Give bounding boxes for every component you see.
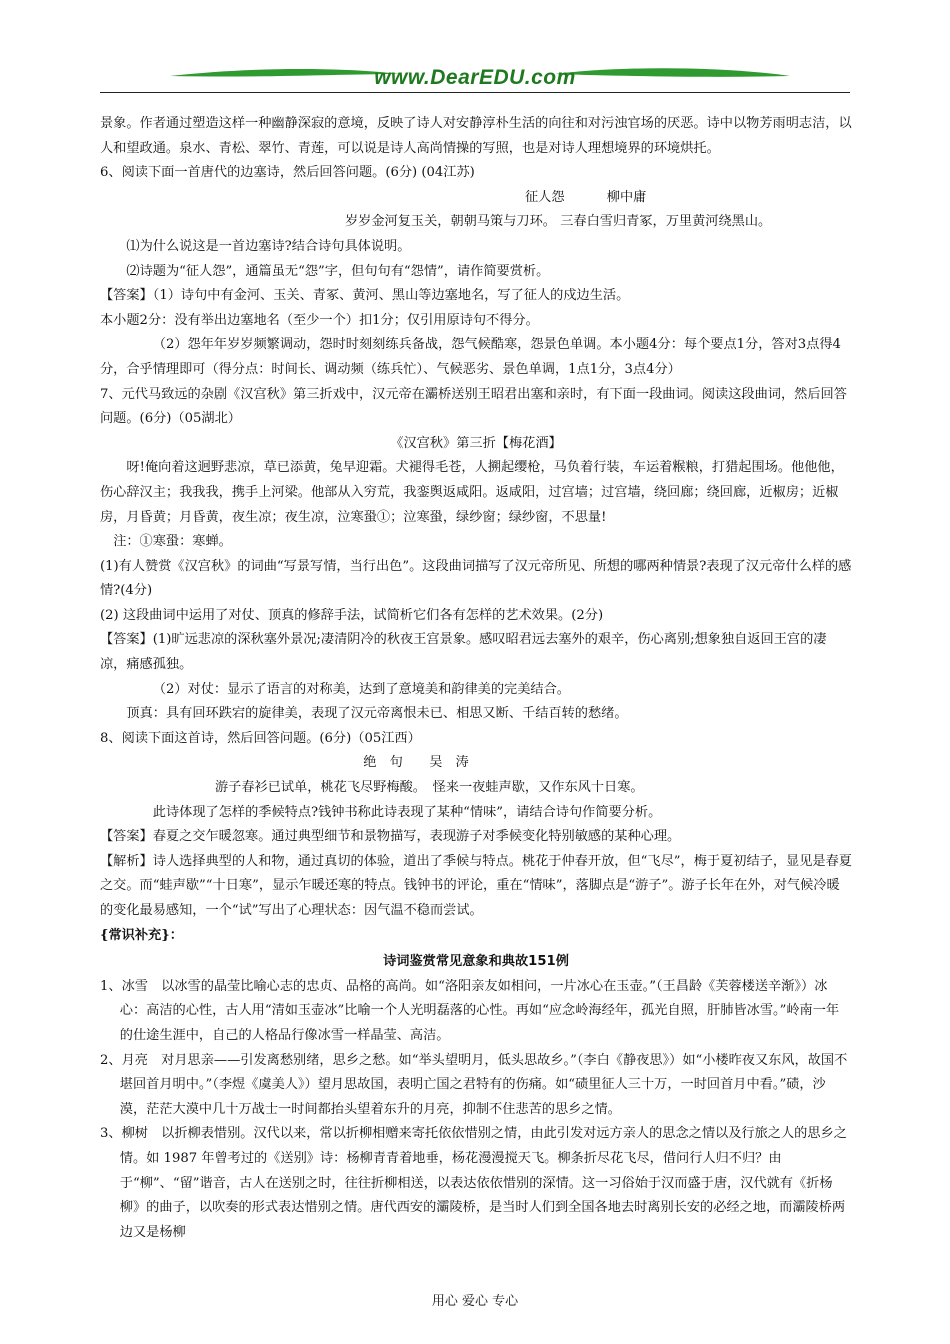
- q6-answer-1-score: 本小题2分：没有举出边塞地名（至少一个）扣1分；仅引用原诗句不得分。: [100, 312, 539, 328]
- supplement-item-willow: 3、柳树 以折柳表惜别。汉代以来，常以折柳相赠来寄托依依惜别之情，由此引发对远方亲人的思念之情以及行旅之人的思乡之情。如 1987 年曾考过的《送别》诗：杨柳青青着地垂，杨花漫漫搅天飞。柳条折尽花飞尽，借问行人归不归？由于“柳”、“留”谐音，古人在送别之时，往往折柳相送，以表达依依惜别的深情。这一习俗始于汉而盛于唐，汉代就有《折杨柳》的曲子，以吹奏的形式表达惜别之情。唐代西安的灞陵桥，是当时人们到全国各地去时离别长安的必经之地，而灞陵桥两边又是杨柳: [100, 1126, 847, 1240]
- q7-subquestion-2: (2) 这段曲词中运用了对仗、顶真的修辞手法，试简析它们各有怎样的艺术效果。(2分): [100, 607, 604, 623]
- header-divider: [100, 92, 850, 93]
- supplement-item-moon: 2、月亮 对月思亲——引发离愁别绪，思乡之愁。如“举头望明月，低头思故乡。”（李白《静夜思》）如“小楼昨夜又东风，故国不堪回首月明中。”（李煜《虞美人》）望月思故国，表明亡国之君特有的伤痛。如“碛里征人三十万，一时回首月中看。”碛，沙漠，茫茫大漠中几十万战士一时间都抬头望着东升的月亮，抑制不住悲苦的思乡之情。: [100, 1052, 848, 1117]
- site-logo-text: www.DearEDU.com: [374, 66, 576, 89]
- q8-poem-heading: [100, 751, 852, 776]
- q8-answer: 【答案】春夏之交乍暖忽寒。通过典型细节和景物描写，表现游子对季候变化特别敏感的某种心理。: [100, 829, 681, 845]
- q6-answer-2: （2）怨年年岁岁频繁调动，怨时时刻刻练兵备战，怨气候酷寒，怨景色单调。本小题4分：每个要点1分，答对3点得4分，合乎情理即可（得分点：时间长、调动频（练兵忙）、气候恶劣、景色单调，1点1分，3点4分）: [100, 337, 841, 377]
- q8-analysis: 【解析】诗人选择典型的人和物，通过真切的体验，道出了季候与特点。桃花于仲春开放，但“飞尽”，梅于夏初结子，显见是春夏之交。而“蛙声歇”“十日寒”，显示乍暖还寒的特点。钱钟书的评论，重在“情味”，落脚点是“游子”。游子长年在外，对气候冷暖的变化最易感知，一个“试”写出了心理状态：因气温不稳而尝试。: [100, 853, 852, 918]
- q8-poem-title: 绝 句: [363, 755, 403, 771]
- document-body: [100, 112, 852, 1245]
- supplement-label: {常识补充}：: [100, 927, 183, 943]
- q7-title: 《汉宫秋》第三折【梅花酒】: [390, 435, 562, 451]
- q6-subquestion-2: ⑵诗题为“征人怨”，通篇虽无“怨”字，但句句有“怨情”，请作简要赏析。: [126, 263, 550, 279]
- supplement-heading: 诗词鉴赏常见意象和典故151例: [383, 954, 569, 970]
- q7-answer-2: （2）对仗：显示了语言的对称美，达到了意境美和韵律美的完美结合。: [152, 681, 570, 697]
- q6-poem-text: 岁岁金河复玉关，朝朝马策与刀环。 三春白雪归青冢，万里黄河绕黑山。: [345, 214, 772, 230]
- supplement-item-ice-snow: 1、冰雪 以冰雪的晶莹比喻心志的忠贞、品格的高尚。如“洛阳亲友如相问，一片冰心在玉壶。”（王昌龄《芙蓉楼送辛渐》）冰心：高洁的心性，古人用“清如玉壶冰”比喻一个人光明磊落的心性。再如“应念岭海经年，孤光自照，肝肺皆冰雪。”岭南一年的仕途生涯中，自己的人格品行像冰雪一样晶莹、高洁。: [100, 978, 840, 1043]
- q6-poem-title: 征人怨: [525, 189, 565, 205]
- q8-poem-text: 游子春衫已试单，桃花飞尽野梅酸。 怪来一夜蛙声歇，又作东风十日寒。: [215, 780, 644, 796]
- q6-subquestion-1: ⑴为什么说这是一首边塞诗?结合诗句具体说明。: [126, 238, 411, 254]
- question-8-intro: 8、阅读下面这首诗，然后回答问题。(6分)（05江西）: [100, 730, 421, 746]
- paragraph-continuation: 景象。作者通过塑造这样一种幽静深寂的意境，反映了诗人对安静淳朴生活的向往和对污浊官场的厌恶。诗中以物芳雨明志洁，以人和望政通。泉水、青松、翠竹、青莲，可以说是诗人高尚情操的写照，也是对诗人理想境界的环境烘托。: [100, 116, 852, 156]
- q8-question: 此诗体现了怎样的季候特点?钱钟书称此诗表现了某种“情味”，请结合诗句作简要分析。: [152, 804, 662, 820]
- q6-poem-heading: [100, 186, 852, 211]
- q6-answer-1: 【答案】（1）诗句中有金河、玉关、青冢、黄河、黑山等边塞地名，写了征人的戍边生活。: [100, 288, 630, 304]
- q7-answer-3: 顶真：具有回环跌宕的旋律美，表现了汉元帝离恨未已、相思又断、千结百转的愁绪。: [126, 706, 628, 722]
- q7-note: 注：①寒蛩：寒蝉。: [113, 534, 232, 550]
- question-7-intro: 7、元代马致远的杂剧《汉宫秋》第三折戏中，汉元帝在灞桥送别王昭君出塞和亲时，有下面一段曲词。阅读这段曲词，然后回答问题。(6分)（05湖北）: [100, 386, 847, 427]
- q7-subquestion-1: (1)有人赞赏《汉宫秋》的词曲“写景写情，当行出色”。这段曲词描写了汉元帝所见、所想的哪两种情景?表现了汉元帝什么样的感情?(4分): [100, 558, 852, 599]
- question-6-intro: 6、阅读下面一首唐代的边塞诗，然后回答问题。(6分) (04江苏): [100, 165, 475, 181]
- q6-poem-author: 柳中庸: [606, 189, 647, 205]
- q7-lyric-text: 呀!俺向着这迥野悲凉，草已添黄，兔早迎霜。犬褪得毛苍，人搠起缨枪，马负着行装，车运着糇粮，打猎起围场。他他他，伤心辞汉主；我我我，携手上河梁。他部从入穷荒，我銮舆返咸阳。返咸阳，过宫墙；过宫墙，绕回廊；绕回廊，近椒房；近椒房，月昏黄；月昏黄，夜生凉；夜生凉，泣寒蛩①；泣寒蛩，绿纱窗；绿纱窗，不思量!: [100, 460, 844, 525]
- page-footer: 用心 爱心 专心: [431, 1294, 519, 1309]
- q7-answer-1: 【答案】(1)旷远悲凉的深秋塞外景况;凄清阴冷的秋夜王宫景象。感叹昭君远去塞外的艰辛，伤心离别;想象独自返回王宫的凄凉，痛感孤独。: [100, 632, 827, 673]
- q8-poem-author: 吴 涛: [429, 755, 469, 771]
